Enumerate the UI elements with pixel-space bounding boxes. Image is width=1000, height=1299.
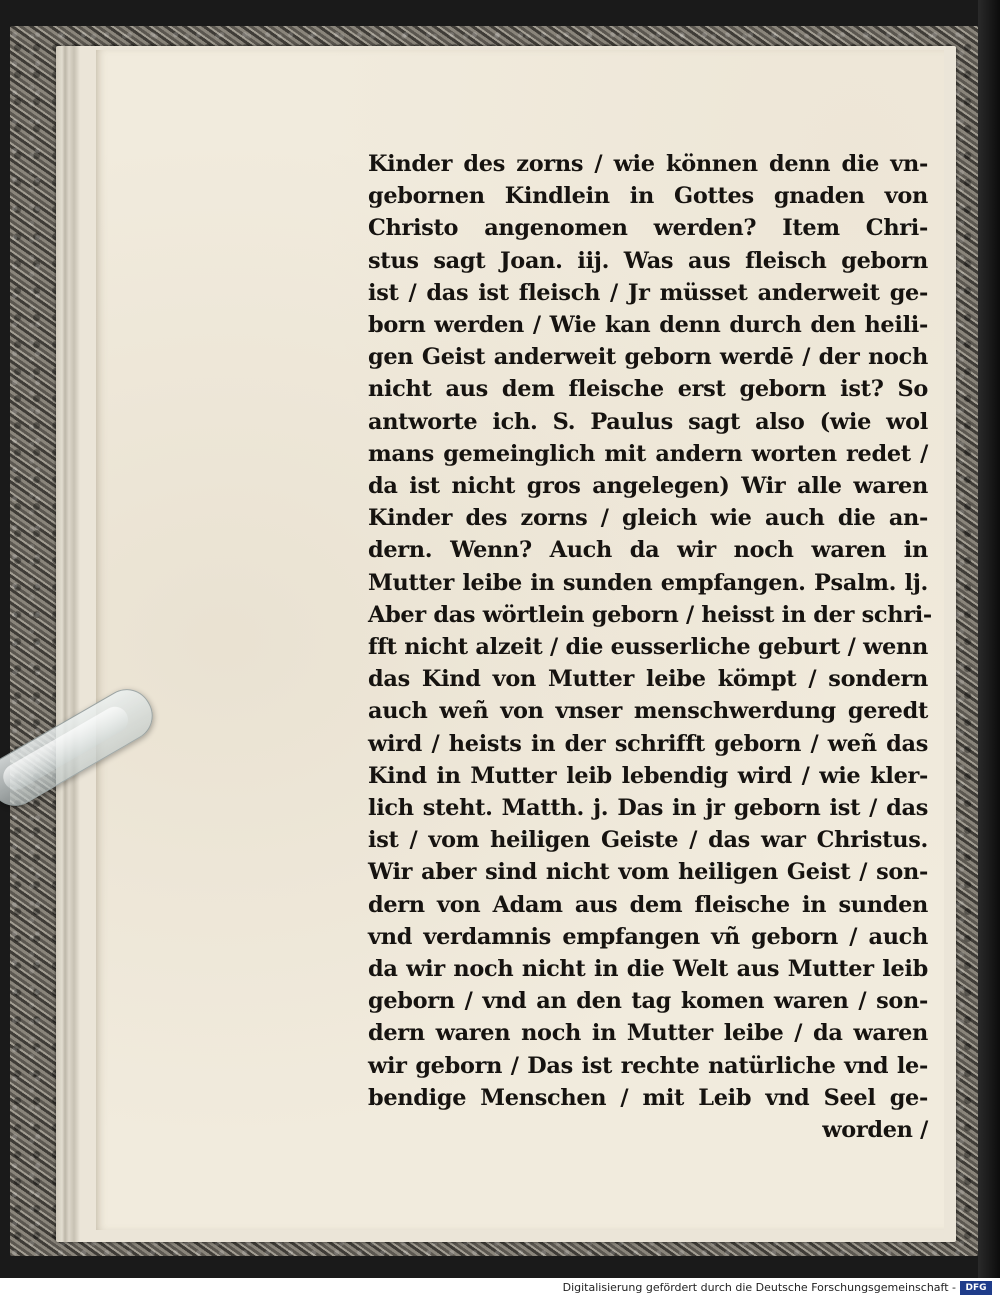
text-line: wird / heists in der schrifft geborn / weñ das — [368, 730, 928, 757]
text-line: Wir aber sind nicht vom heiligen Geist / son- — [368, 859, 928, 886]
text-line: vnd verdamnis empfangen vñ geborn / auch — [368, 923, 928, 950]
text-line: Mutter leibe in sunden empfangen. Psalm. lj. — [368, 569, 928, 596]
text-line: das Kind von Mutter leibe kömpt / sondern — [368, 666, 928, 693]
text-line: Aber das wörtlein geborn / heisst in der schri- — [368, 601, 932, 628]
text-line: stus sagt Joan. iij. Was aus fleisch geborn — [368, 247, 928, 274]
text-line: Kind in Mutter leib lebendig wird / wie kler- — [368, 762, 928, 789]
text-line-catchword: worden / — [822, 1117, 928, 1144]
text-line: dern. Wenn? Auch da wir noch waren in — [368, 537, 928, 564]
text-line: Kinder des zorns / gleich wie auch die an- — [368, 505, 928, 532]
text-line: ist / vom heiligen Geiste / das war Christus. — [368, 827, 928, 854]
text-line: auch weñ von vnser menschwerdung geredt — [368, 698, 928, 725]
text-line: mans gemeinglich mit andern worten redet / — [368, 440, 928, 467]
text-line: lich steht. Matth. j. Das in jr geborn ist / das — [368, 795, 928, 822]
text-line: bendige Menschen / mit Leib vnd Seel ge- — [368, 1084, 928, 1111]
text-line: gebornen Kindlein in Gottes gnaden von — [368, 183, 928, 210]
text-line: da ist nicht gros angelegen) Wir alle waren — [368, 473, 928, 500]
text-line: dern waren noch in Mutter leibe / da waren — [368, 1020, 928, 1047]
footer-bar — [0, 1278, 1000, 1299]
text-line: fft nicht alzeit / die eusserliche geburt / wenn — [368, 634, 928, 661]
page-text-block — [368, 148, 932, 1146]
text-line: antworte ich. S. Paulus sagt also (wie wol — [368, 408, 928, 435]
text-line: Kinder des zorns / wie können denn die vn- — [368, 151, 928, 177]
text-line: Christo angenomen werden? Item Chri- — [368, 215, 928, 242]
text-line: nicht aus dem fleische erst geborn ist? So — [368, 376, 928, 403]
text-line: dern von Adam aus dem fleische in sunden — [368, 891, 928, 918]
text-line: born werden / Wie kan denn durch den heili- — [368, 312, 928, 339]
scan-border — [978, 0, 1000, 1278]
dfg-logo[interactable]: DFG — [960, 1281, 992, 1295]
funding-credit: Digitalisierung gefördert durch die Deutsche Forschungsgemeinschaft - — [562, 1281, 956, 1294]
text-line: gen Geist anderweit geborn werdē / der noch — [368, 344, 928, 371]
text-line: ist / das ist fleisch / Jr müsset anderweit ge- — [368, 279, 928, 306]
text-line: wir geborn / Das ist rechte natürliche vnd le- — [368, 1052, 928, 1079]
text-line: geborn / vnd an den tag komen waren / son- — [368, 988, 928, 1015]
text-line: da wir noch nicht in die Welt aus Mutter leib — [368, 956, 928, 983]
